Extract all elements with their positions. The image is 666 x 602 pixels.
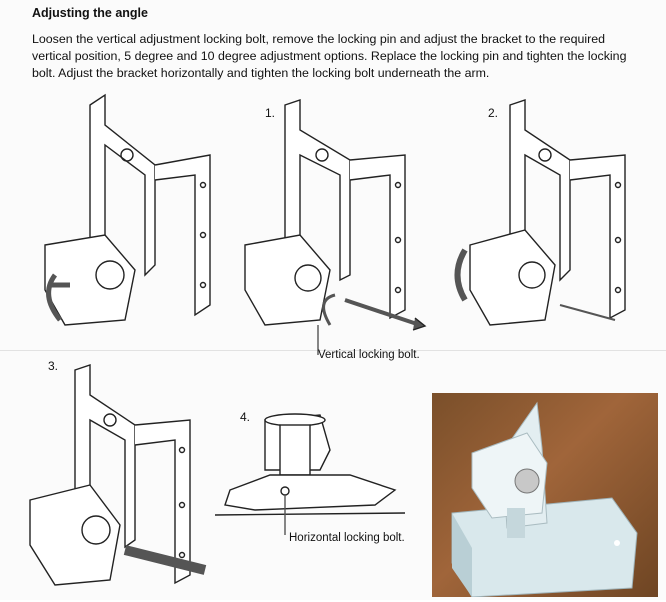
section-heading: Adjusting the angle bbox=[32, 6, 148, 20]
horizontal-bolt-callout: Horizontal locking bolt. bbox=[289, 532, 405, 544]
step-4-illustration bbox=[210, 395, 410, 525]
step-3-illustration bbox=[20, 365, 220, 595]
step-4-number: 4. bbox=[240, 410, 251, 424]
bracket-overview-illustration bbox=[25, 95, 225, 335]
step-3-number: 3. bbox=[48, 359, 59, 373]
step-1-number: 1. bbox=[265, 106, 276, 120]
instructions-paragraph: Loosen the vertical adjustment locking bolt, remove the locking pin and adjust the bracket to the required vertical position, 5 degree and 10 degree adjustment options. Replace the locking pin and tighten the locking bolt. Adjust the bracket horizontally and tighten the locking bolt underneath the arm. bbox=[32, 32, 627, 80]
step-1-illustration bbox=[240, 100, 440, 340]
step-2-illustration bbox=[440, 100, 640, 340]
step-2-number: 2. bbox=[488, 106, 499, 120]
bracket-photo bbox=[432, 393, 658, 597]
bracket-photo-drawing bbox=[432, 393, 658, 597]
vertical-bolt-callout: Vertical locking bolt. bbox=[318, 349, 420, 361]
